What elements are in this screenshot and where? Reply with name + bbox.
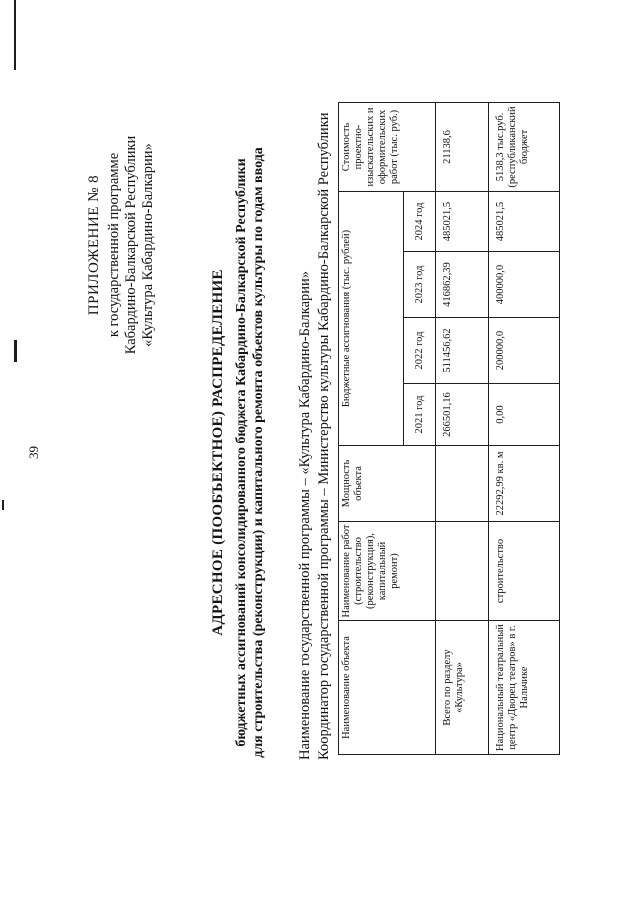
- cell-design-cost: 21138,6: [436, 102, 489, 191]
- cell-work: [436, 522, 489, 621]
- appendix-heading: ПРИЛОЖЕНИЕ № 8: [86, 174, 102, 316]
- title-line: для строительства (реконструкции) и капитального ремонта объектов культуры по годам ввода: [251, 147, 266, 758]
- header-capacity: Мощность объекта: [339, 446, 436, 522]
- program-name: Наименование государственной программы – «Культура Кабардино-Балкарии»: [297, 270, 313, 760]
- appendix-line: Кабардино-Балкарской Республики: [123, 135, 139, 355]
- cell-2024: 485021,5: [489, 191, 560, 251]
- header-object-name: Наименование объекта: [339, 621, 436, 755]
- cell-2021: 266501,16: [436, 384, 489, 446]
- cell-capacity: [436, 446, 489, 522]
- cell-2023: 416862,39: [436, 252, 489, 318]
- cell-object: Всего по разделу «Культура»: [436, 621, 489, 755]
- header-year-2022: 2022 год: [404, 318, 436, 384]
- cell-2021: 0,00: [489, 384, 560, 446]
- cell-2022: 511456,62: [436, 318, 489, 384]
- cell-capacity: 22292,99 кв. м: [489, 446, 560, 522]
- header-year-2023: 2023 год: [404, 252, 436, 318]
- program-info: [296, 113, 334, 761]
- cell-2022: 200000,0: [489, 318, 560, 384]
- program-coordinator: Координатор государственной программы – Министерство культуры Кабардино-Балкарской Республики: [316, 112, 332, 760]
- appendix-line: к государственной программе: [106, 152, 122, 338]
- title-main: АДРЕСНОЕ (ПООБЪЕКТНОЕ) РАСПРЕДЕЛЕНИЕ: [210, 269, 226, 636]
- cell-2024: 485021,5: [436, 191, 489, 251]
- allocation-table-wrapper: [338, 103, 560, 755]
- appendix-header: [86, 100, 157, 390]
- cell-object: Национальный театральный центр «Дворец театров» в г. Нальчике: [489, 621, 560, 755]
- allocation-table: [338, 102, 560, 755]
- header-budget-allocations: Бюджетные ассигнования (тыс. рублей): [339, 191, 404, 445]
- cell-2023: 400000,0: [489, 252, 560, 318]
- header-work-type: Наименование работ (строительство (реконструкция), капитальный ремонт): [339, 522, 436, 621]
- header-year-2021: 2021 год: [404, 384, 436, 446]
- title-line: бюджетных ассигнований консолидированного бюджета Кабардино-Балкарской Республики: [234, 158, 249, 747]
- document-title: [210, 0, 267, 905]
- table-row: [489, 102, 560, 754]
- cell-work: строительство: [489, 522, 560, 621]
- header-year-2024: 2024 год: [404, 191, 436, 251]
- cell-design-cost: 5138,3 тыс.руб. (республиканский бюджет: [489, 102, 560, 191]
- table-row-total: [436, 102, 489, 754]
- page-number: 39: [26, 446, 41, 459]
- header-design-cost: Стоимость проектно-изыскательских и оформительских работ (тыс. руб.): [339, 102, 436, 191]
- appendix-line: «Культура Кабардино-Балкарии»: [140, 143, 156, 347]
